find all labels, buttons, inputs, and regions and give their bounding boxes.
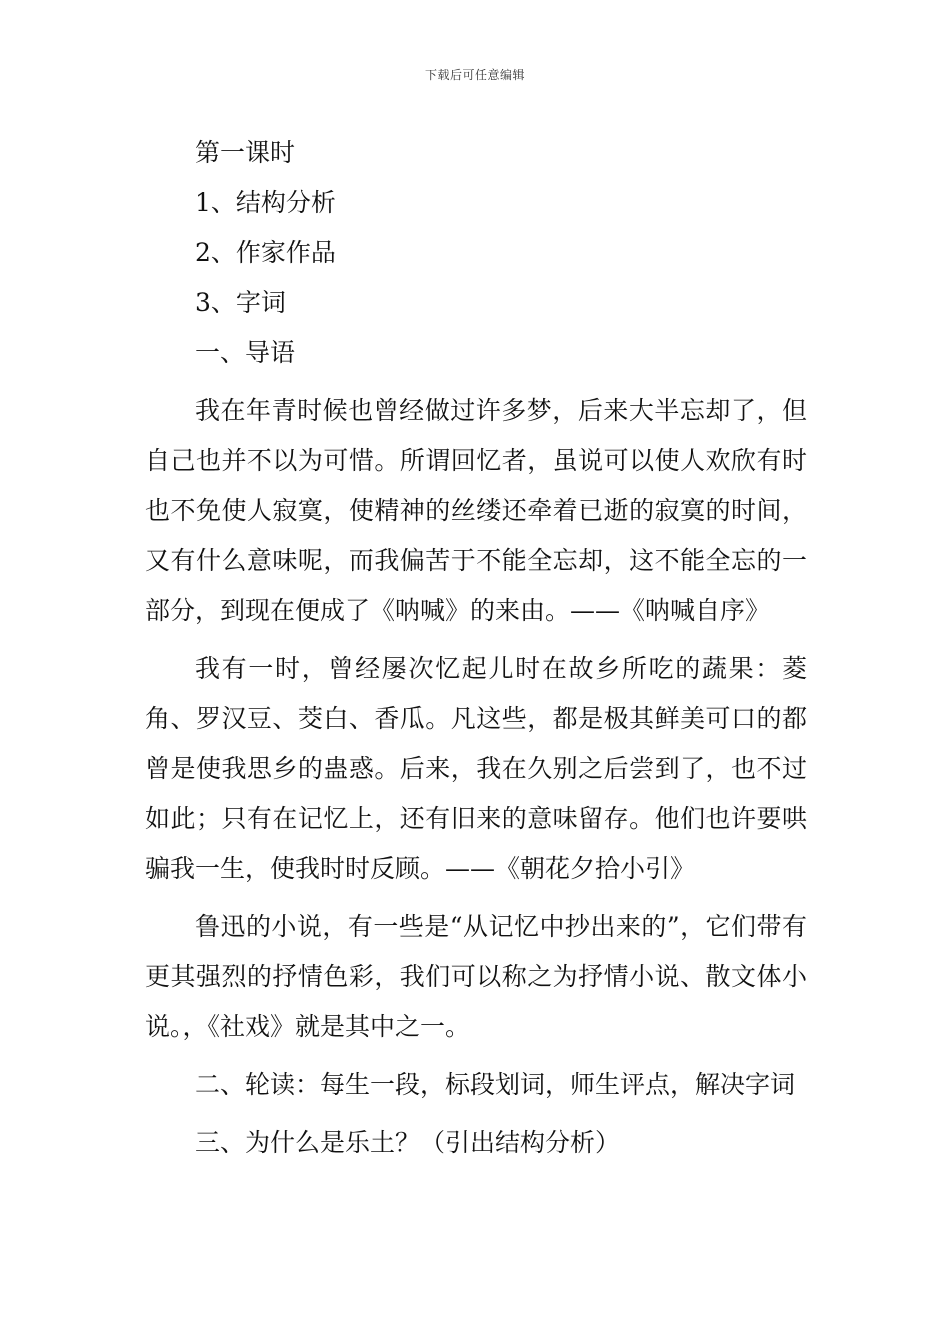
outline-item-author: 2、作家作品 [195, 238, 336, 267]
quote-nahan-preface: 我在年青时候也曾经做过许多梦，后来大半忘却了，但自己也并不以为可惜。所谓回忆者，虽说可以使人欢欣有时也不免使人寂寞，使精神的丝缕还牵着已逝的寂寞的时间，又有什么意味呢，而我偏苦于不能全忘却，这不能全忘的一部分，到现在便成了《呐喊》的来由。——《呐喊自序》 [145, 396, 807, 625]
section-intro-heading: 一、导语 [195, 338, 296, 367]
section-reading-heading: 二、轮读：每生一段，标段划词，师生评点，解决字词 [195, 1070, 796, 1099]
outline-item-structure: 1、结构分析 [195, 188, 336, 217]
page-header: 下载后可任意编辑 [424, 68, 525, 82]
section-paradise-heading: 三、为什么是乐土？（引出结构分析） [195, 1128, 621, 1157]
quote-zhaohua-preface: 我有一时，曾经屡次忆起儿时在故乡所吃的蔬果：菱角、罗汉豆、茭白、香瓜。凡这些，都是极其鲜美可口的都曾是使我思乡的蛊惑。后来，我在久别之后尝到了，也不过如此；只有在记忆上，还有旧来的意味留存。他们也许要哄骗我一生，使我时时反顾。——《朝花夕拾小引》 [145, 654, 807, 883]
document-body [145, 128, 807, 1168]
outline-item-vocabulary: 3、字词 [195, 288, 286, 317]
lesson-title: 第一课时 [195, 138, 296, 167]
paragraph-lyric-novel: 鲁迅的小说，有一些是“从记忆中抄出来的”，它们带有更其强烈的抒情色彩，我们可以称之为抒情小说、散文体小说。，《社戏》就是其中之一。 [145, 912, 807, 1041]
